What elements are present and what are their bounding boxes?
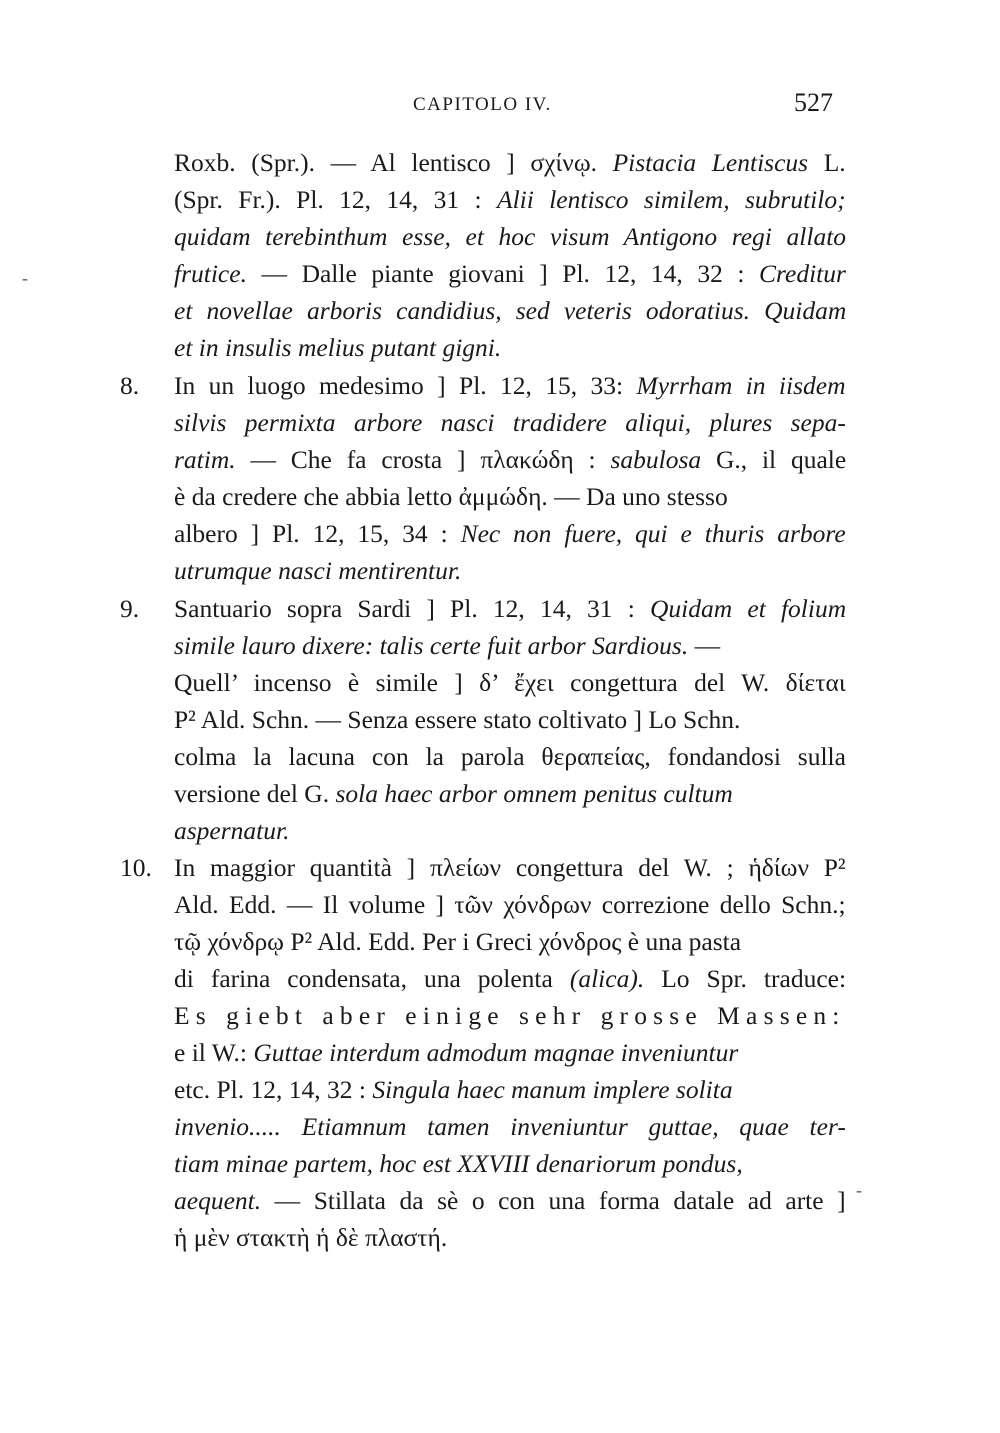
margin-mark: - [856, 1180, 862, 1200]
note-line [174, 1184, 846, 1218]
note-line [174, 406, 846, 440]
latin-quote: utrumque nasci mentirentur. [174, 556, 462, 585]
latin-quote: ratim. [174, 445, 236, 474]
latin-quote: Quidam et folium [650, 594, 847, 623]
latin-quote: et in insulis melius putant gigni. [174, 333, 502, 362]
text-run: Roxb. (Spr.). — Al lentisco ] [174, 148, 531, 177]
latin-quote: Nec non fuere, qui e thuris arbore [460, 519, 846, 548]
latin-quote: tiam minae partem, hoc est XXVIII denariorum pondus, [174, 1149, 743, 1178]
text-run: σχίνῳ. [530, 148, 613, 177]
text-run: ἡ μὲν στακτὴ ἡ δὲ πλαστή. [174, 1223, 448, 1252]
note-line [174, 851, 846, 885]
text-run: Ald. Edd. — Il volume ] τῶν χόνδρων correzione dello Schn.; [174, 890, 846, 919]
latin-quote: frutice. [174, 259, 247, 288]
note-line [174, 1221, 447, 1255]
latin-quote: quidam terebinthum esse, et hoc visum Antigono regi allato [174, 222, 847, 251]
text-run: In un luogo medesimo ] Pl. 12, 15, 33: [174, 371, 637, 400]
note-line [174, 592, 846, 626]
latin-quote: Guttae interdum admodum magnae inveniuntur [253, 1038, 739, 1067]
note-line [174, 666, 846, 700]
note-line [174, 629, 720, 663]
note-number: 8. [120, 371, 140, 400]
margin-mark: - [22, 268, 28, 288]
latin-quote: Myrrham in iisdem [636, 371, 846, 400]
text-run: P² Ald. Schn. — Senza essere stato coltivato ] Lo Schn. [174, 705, 741, 734]
latin-quote: aspernatur. [174, 816, 290, 845]
text-run: Quell’ incenso è simile ] δ’ ἔχει congettura del W. δίεται [174, 668, 846, 697]
text-run: versione del G. [174, 779, 336, 808]
note-number: 10. [120, 853, 152, 882]
note-line [174, 146, 846, 180]
text-run: albero ] Pl. 12, 15, 34 : [174, 519, 461, 548]
text-run: — Che fa crosta ] πλακώδη : [235, 445, 611, 474]
note-line [174, 517, 846, 551]
running-title: CAPITOLO IV. [413, 94, 552, 115]
running-head [0, 88, 1000, 128]
latin-quote: sabulosa [610, 445, 702, 474]
latin-quote: aequent. [174, 1186, 262, 1215]
note-line [174, 331, 501, 365]
text-run: di farina condensata, una polenta [174, 964, 570, 993]
text-run: (Spr. Fr.). Pl. 12, 14, 31 : [174, 185, 497, 214]
note-line [174, 1110, 846, 1144]
note-line [174, 220, 846, 254]
latin-quote: Singula haec manum implere solita [372, 1075, 733, 1104]
note-line [174, 999, 846, 1033]
latin-quote: Creditur [759, 259, 846, 288]
note-line [174, 554, 461, 588]
text-run: In maggior quantità ] πλείων congettura del W. ; ἡδίων P² [174, 853, 846, 882]
text-run: Lo Spr. traduce: [644, 964, 847, 993]
latin-quote: et novellae arboris candidius, sed veteris odoratius. Quidam [174, 296, 847, 325]
text-run: L. [808, 148, 846, 177]
note-line [174, 777, 733, 811]
note-line [174, 1073, 733, 1107]
text-run: colma la lacuna con la parola θεραπείας, fondandosi sulla [174, 742, 846, 771]
text-run: — Stillata da sè o con una forma datale ad arte ] [261, 1186, 846, 1215]
text-run: e il W.: [174, 1038, 254, 1067]
text-run: Es giebt aber einige sehr grosse Massen: [174, 1001, 846, 1030]
text-run: è da credere che abbia letto ἀμμώδη. — Da uno stesso [174, 482, 728, 511]
note-line [174, 1147, 743, 1181]
note-line [174, 257, 846, 291]
text-run: G., il quale [701, 445, 847, 474]
latin-quote: sola haec arbor omnem penitus cultum [335, 779, 733, 808]
note-line [174, 703, 740, 737]
note-line [174, 925, 741, 959]
latin-quote: Alii lentisco similem, subrutilo; [497, 185, 846, 214]
text-run: τῷ χόνδρῳ P² Ald. Edd. Per i Greci χόνδρος è una pasta [174, 927, 742, 956]
latin-quote: silvis permixta arbore nasci tradidere aliqui, plures sepa- [174, 408, 846, 437]
note-line [174, 369, 846, 403]
note-line [174, 480, 728, 514]
text-run: etc. Pl. 12, 14, 32 : [174, 1075, 373, 1104]
note-line [174, 962, 846, 996]
text-run: Santuario sopra Sardi ] Pl. 12, 14, 31 : [174, 594, 651, 623]
text-run: — Dalle piante giovani ] Pl. 12, 14, 32 : [246, 259, 760, 288]
latin-quote: Pistacia Lentiscus [612, 148, 809, 177]
note-line [174, 294, 846, 328]
page-number: 527 [794, 88, 833, 117]
note-line [174, 888, 846, 922]
text-run: — [688, 631, 721, 660]
note-line [174, 1036, 738, 1070]
note-line [174, 183, 846, 217]
note-line [174, 740, 846, 774]
latin-quote: invenio..... Etiamnum tamen inveniuntur guttae, quae ter- [174, 1112, 846, 1141]
note-line [174, 443, 846, 477]
latin-quote: simile lauro dixere: talis certe fuit arbor Sardious. [174, 631, 689, 660]
latin-quote: (alica). [569, 964, 645, 993]
note-number: 9. [120, 594, 140, 623]
note-line [174, 814, 289, 848]
